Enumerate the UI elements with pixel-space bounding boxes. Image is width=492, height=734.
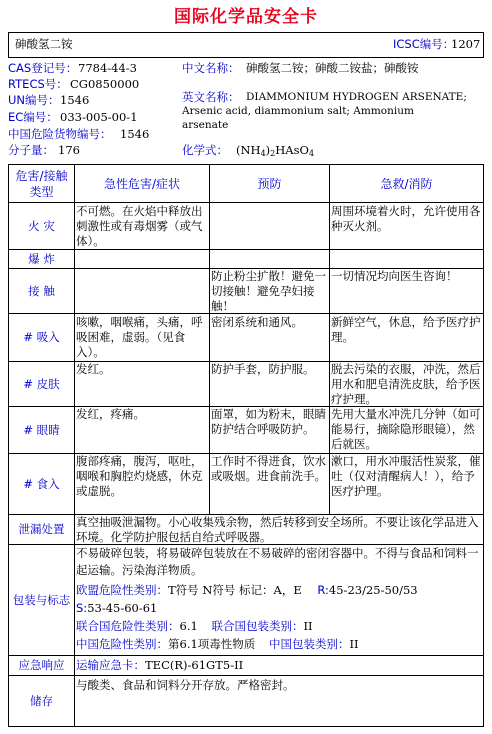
- formula-value: $(NH_4)_2HAsO_4$: [236, 143, 315, 158]
- mw-value: 176: [58, 143, 80, 157]
- cn-pack-value: II: [349, 637, 359, 651]
- row-label-ingest: # 食入: [23, 476, 60, 491]
- eu-class-line: [76, 584, 418, 597]
- cn-pack-label: 中国包装类别：: [268, 637, 350, 651]
- un-class-label: 联合国危险性类别：: [76, 619, 180, 633]
- ec-value: 033-005-00-1: [60, 110, 138, 124]
- spill-text: 真空抽吸泄漏物。小心收集残余物，然后转移到安全场所。不要让该化学品进入环境。化学防护服包括自给式呼吸器。: [76, 515, 479, 544]
- inhale-hazard: 咳嗽，咽喉痛，头痛，呼吸困难，虚弱。（见食入）。: [76, 315, 203, 359]
- emergency-card-label: 运输应急卡：: [76, 658, 145, 672]
- chemical-name: 砷酸氢二铵: [15, 37, 73, 51]
- eu-class-value: T符号 N符号 标记：A，E: [168, 583, 302, 597]
- skin-hazard: 发红。: [76, 362, 111, 376]
- un-label: UN编号：: [8, 93, 60, 107]
- row-label-contact: 接 触: [28, 283, 55, 298]
- r-value: 45-23/25-50/53: [328, 583, 418, 597]
- spill-label: 泄漏处置: [18, 522, 65, 536]
- ingest-prevention: 工作时不得进食，饮水或吸烟。进食前洗手。: [211, 454, 326, 483]
- s-value: 53-45-60-61: [87, 601, 158, 615]
- contact-prevention: 防止粉尘扩散！避免一切接触！避免孕妇接触！: [211, 269, 326, 313]
- icsc-value: 1207: [451, 37, 481, 51]
- s-line: [76, 602, 157, 615]
- cn-number-value: 1546: [120, 127, 150, 141]
- inhale-prevention: 密闭系统和通风。: [211, 315, 303, 329]
- header-firstaid: 急救/消防: [380, 177, 433, 191]
- un-pack-value: II: [303, 619, 313, 633]
- un-class-value: 6.1: [179, 619, 198, 633]
- fire-hazard: 不可燃。在火焰中释放出刺激性或有毒烟雾（或气体）。: [76, 204, 203, 248]
- ec-label: EC编号：: [8, 110, 58, 124]
- eyes-prevention: 面罩，如为粉末，眼睛防护结合呼吸防护。: [211, 407, 326, 436]
- en-name-line1: DIAMMONIUM HYDROGEN ARSENATE;: [246, 91, 467, 103]
- row-label-skin: # 皮肤: [23, 376, 60, 391]
- pack-label: 包装与标志: [12, 592, 71, 607]
- card-title: 国际化学品安全卡: [174, 7, 318, 27]
- cn-class-line: [76, 638, 359, 651]
- en-name-line3: arsenate: [182, 119, 229, 131]
- name-header: [8, 32, 484, 58]
- fire-aid: 周围环境着火时，允许使用各种灭火剂。: [331, 204, 481, 233]
- rtecs-value: CG0850000: [70, 77, 140, 91]
- row-label-fire: 火 灾: [28, 218, 55, 233]
- cn-class-label: 中国危险性类别：: [76, 637, 168, 651]
- cn-number-label: 中国危险货物编号：: [8, 127, 112, 141]
- contact-aid: 一切情况均向医生咨询！: [331, 269, 458, 283]
- ingest-aid: 漱口，用水冲服活性炭浆，催吐（仅对清醒病人！），给予医疗护理。: [331, 454, 481, 498]
- header-type: 危害/接触类型: [15, 168, 68, 199]
- emergency-line: [76, 659, 243, 672]
- un-class-line: [76, 620, 313, 633]
- storage-text: 与酸类、食品和饲料分开存放。严格密封。: [76, 678, 295, 692]
- ingest-hazard: 腹部疼痛，腹泻，呕吐，咽喉和胸腔灼烧感，休克或虚脱。: [76, 454, 203, 498]
- en-name-label: 英文名称：: [182, 90, 240, 104]
- header-prevention: 预防: [257, 177, 282, 191]
- eyes-hazard: 发红，疼痛。: [76, 407, 145, 421]
- storage-label: 储存: [30, 693, 53, 708]
- row-label-explosion: 爆 炸: [28, 251, 55, 266]
- inhale-aid: 新鲜空气，休息，给予医疗护理。: [331, 315, 481, 344]
- un-pack-label: 联合国包装类别：: [211, 619, 304, 633]
- row-label-inhale: # 吸入: [23, 330, 60, 344]
- mw-label: 分子量：: [8, 143, 54, 157]
- pack-text: 不易破碎包装，将易破碎包装放在不易破碎的密闭容器中。不得与食品和饲料一起运输。污染海洋物质。: [76, 546, 479, 577]
- zh-name-label: 中文名称：: [182, 61, 240, 75]
- cas-label: CAS登记号：: [8, 61, 78, 75]
- zh-name-value: 砷酸氢二铵；砷酸二铵盐；砷酸铵: [246, 61, 419, 75]
- rtecs-label: RTECS号：: [8, 77, 68, 91]
- emergency-card-value: TEC(R)-61GT5-II: [145, 658, 244, 672]
- en-name-line2: Arsenic acid, diammonium salt; Ammonium: [182, 105, 414, 117]
- eyes-aid: 先用大量水冲洗几分钟（如可能易行，摘除隐形眼镜），然后就医。: [331, 407, 481, 451]
- identifiers-block: [8, 60, 484, 160]
- cn-class-value: 第6.1项毒性物质: [168, 637, 256, 651]
- header-hazard: 急性危害/症状: [103, 177, 181, 191]
- skin-prevention: 防护手套，防护服。: [211, 362, 315, 376]
- eu-class-label: 欧盟危险性类别：: [76, 583, 168, 597]
- cas-value: 7784-44-3: [78, 61, 137, 75]
- row-label-eyes: # 眼睛: [23, 422, 60, 437]
- icsc-label: ICSC编号：: [393, 37, 455, 51]
- un-value: 1546: [60, 93, 90, 107]
- s-label: S:: [76, 601, 88, 615]
- formula-label: 化学式：: [182, 143, 228, 157]
- hazard-table: [8, 164, 484, 727]
- emergency-label: 应急响应: [18, 658, 65, 672]
- skin-aid: 脱去污染的衣服，冲洗，然后用水和肥皂清洗皮肤，给予医疗护理。: [331, 362, 481, 406]
- r-label: R:: [317, 583, 329, 597]
